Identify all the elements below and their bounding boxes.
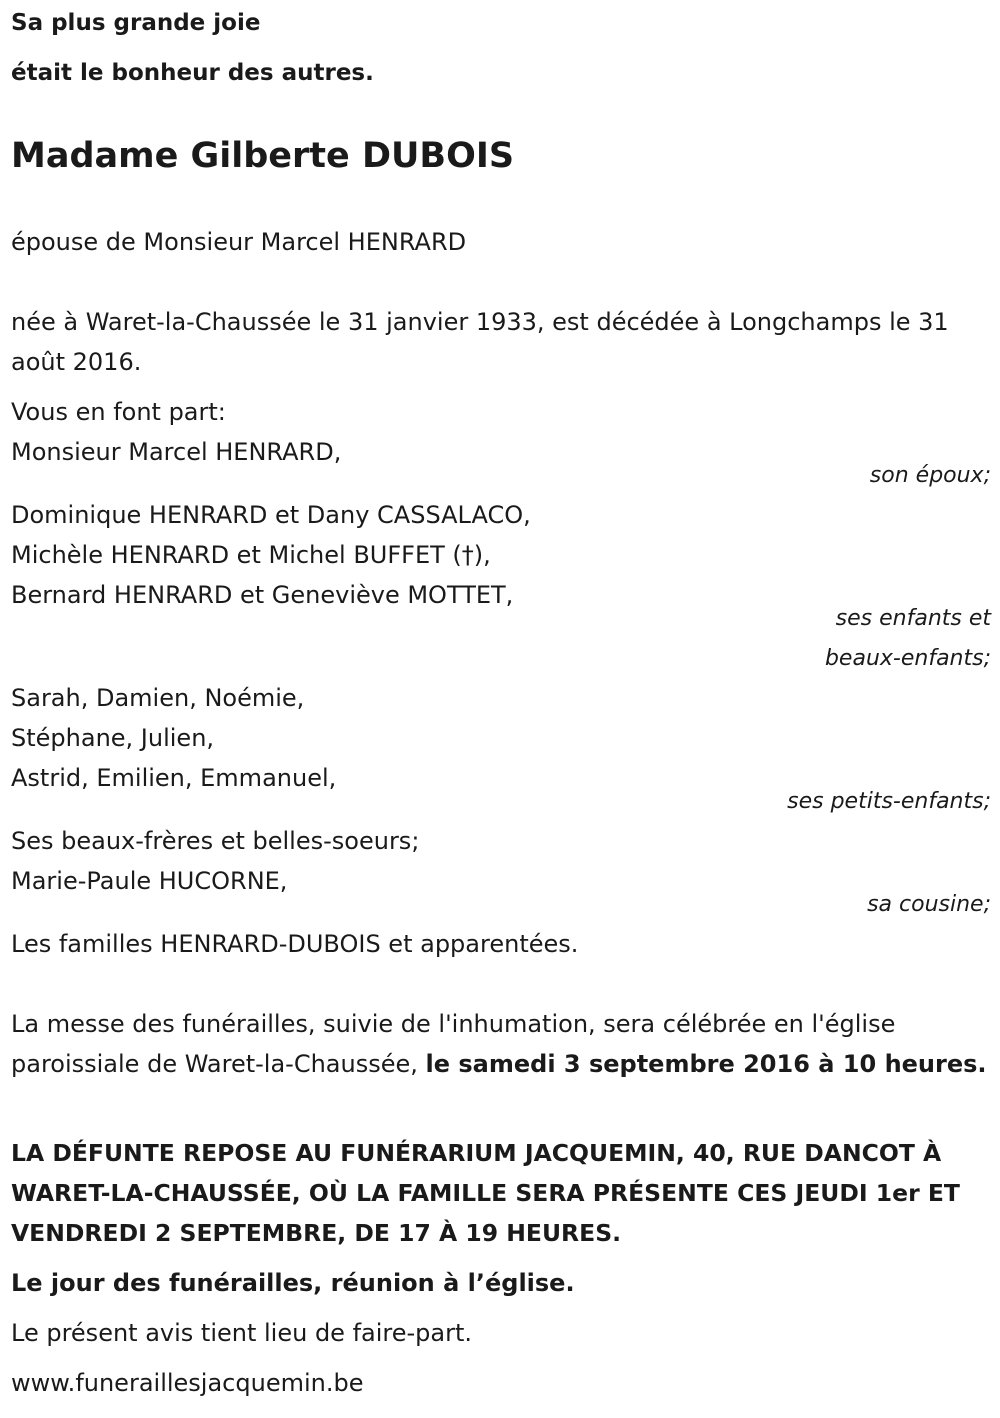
child-line: Michèle HENRARD et Michel BUFFET (†), — [11, 541, 491, 569]
children-role-cont: beaux-enfants; — [824, 646, 991, 671]
child-line: Bernard HENRARD et Geneviève MOTTET, — [11, 581, 514, 609]
ceremony-date: le samedi 3 septembre 2016 à 10 heures. — [425, 1050, 987, 1078]
quote-line-2: était le bonheur des autres. — [11, 60, 374, 86]
child-line: Dominique HENRARD et Dany CASSALACO, — [11, 501, 531, 529]
faire-part-notice: Le présent avis tient lieu de faire-part. — [11, 1319, 473, 1347]
ceremony-text — [11, 1004, 991, 1084]
spouse-line: épouse de Monsieur Marcel HENRARD — [11, 228, 467, 256]
cousin-role: sa cousine; — [867, 892, 991, 917]
grandchildren-role: ses petits-enfants; — [787, 789, 991, 814]
spouse-role: son époux; — [869, 463, 991, 488]
families-line: Les familles HENRARD-DUBOIS et apparentées. — [11, 930, 579, 958]
birth-death-text: née à Waret-la-Chaussée le 31 janvier 1933, est décédée à Longchamps le 31 août 2016. — [11, 308, 949, 376]
grandchild-line: Sarah, Damien, Noémie, — [11, 684, 305, 712]
cousin-name: Marie-Paule HUCORNE, — [11, 867, 288, 895]
funerarium-notice: LA DÉFUNTE REPOSE AU FUNÉRARIUM JACQUEMIN, 40, RUE DANCOT À WARET-LA-CHAUSSÉE, OÙ LA FAMILLE SERA PRÉSENTE CES JEUDI 1er ET VENDREDI 2 SEPTEMBRE, DE 17 À 19 HEURES. — [11, 1139, 960, 1247]
ceremony-intro: La messe des funérailles, suivie de l'inhumation, sera célébrée en l'église paroissiale de Waret-la-Chaussée, — [11, 1010, 896, 1078]
quote-line-1: Sa plus grande joie — [11, 10, 261, 36]
deceased-name: Madame Gilberte DUBOIS — [11, 136, 515, 176]
grandchild-line: Stéphane, Julien, — [11, 724, 215, 752]
meeting-notice: Le jour des funérailles, réunion à l’église. — [11, 1269, 575, 1297]
grandchild-line: Astrid, Emilien, Emmanuel, — [11, 764, 337, 792]
in-laws-line: Ses beaux-frères et belles-soeurs; — [11, 827, 420, 855]
family-intro: Vous en font part: — [11, 398, 226, 426]
website-link[interactable]: www.funeraillesjacquemin.be — [11, 1369, 364, 1397]
children-role: ses enfants et — [835, 606, 991, 631]
spouse-name: Monsieur Marcel HENRARD, — [11, 438, 342, 466]
